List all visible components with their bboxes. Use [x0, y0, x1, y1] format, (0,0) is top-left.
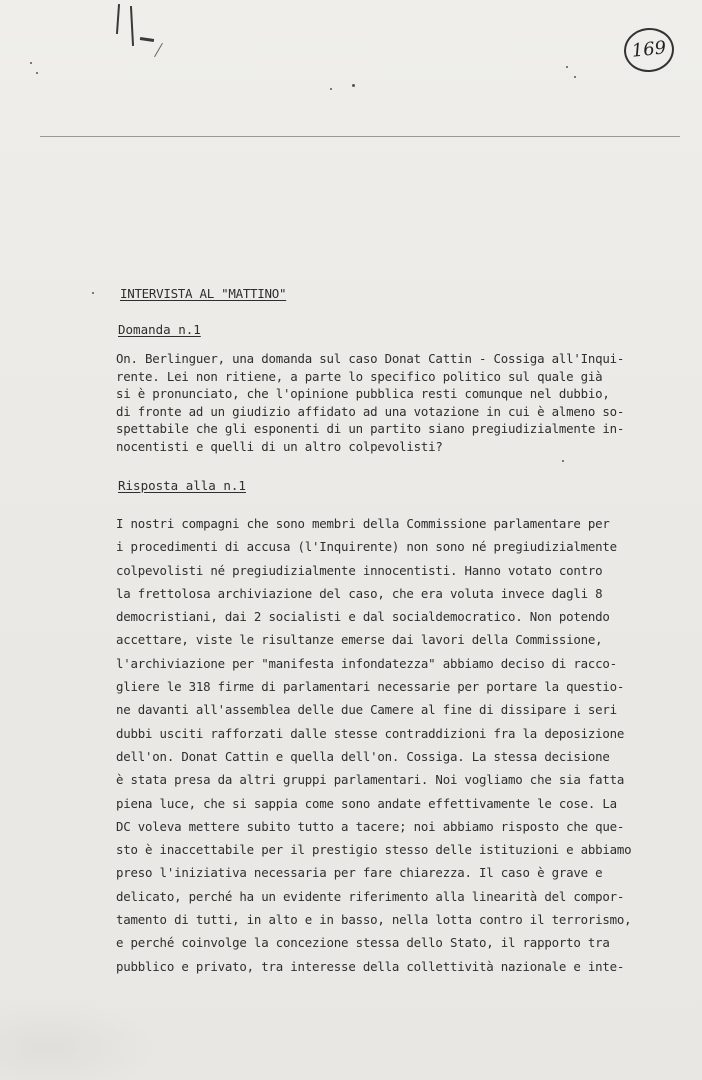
text-line: e perché coinvolge la concezione stessa dello Stato, il rapporto tra	[116, 935, 610, 951]
text-line: dubbi usciti rafforzati dalle stesse contraddizioni fra la deposizione	[116, 725, 625, 741]
text-line: ne davanti all'assemblea delle due Camere al fine di dissipare i seri	[116, 702, 617, 718]
text-line: l'archiviazione per "manifesta infondatezza" abbiamo deciso di racco-	[116, 655, 617, 671]
speck	[92, 292, 94, 294]
page-number-stamp: 169	[622, 26, 676, 75]
speck	[36, 72, 38, 74]
text-line: sto è inaccettabile per il prestigio stesso delle istituzioni e abbiamo	[116, 842, 632, 858]
text-line: democristiani, dai 2 socialisti e dal socialdemocratico. Non potendo	[116, 609, 610, 625]
document-title: INTERVISTA AL "MATTINO"	[120, 286, 287, 301]
answer-text	[116, 512, 632, 978]
text-line: si è pronunciato, che l'opinione pubblica resti comunque nel dubbio,	[116, 386, 610, 402]
handwritten-mark	[130, 6, 134, 46]
text-line: DC voleva mettere subito tutto a tacere; noi abbiamo risposto che que-	[116, 818, 625, 834]
text-line: On. Berlinguer, una domanda sul caso Donat Cattin - Cossiga all'Inqui-	[116, 351, 625, 366]
text-line: i procedimenti di accusa (l'Inquirente) non sono né pregiudizialmente	[116, 539, 617, 555]
text-line: pubblico e privato, tra interesse della collettività nazionale e inte-	[116, 958, 625, 974]
faded-watermark	[0, 1000, 160, 1080]
text-line: di fronte ad un giudizio affidato ad una votazione in cui è almeno so-	[116, 403, 625, 419]
text-line: è stata presa da altri gruppi parlamentari. Noi vogliamo che sia fatta	[116, 772, 625, 788]
speck	[330, 88, 332, 90]
speck	[562, 460, 564, 462]
text-line: la frettolosa archiviazione del caso, che era voluta invece dagli 8	[116, 585, 603, 601]
speck	[352, 84, 355, 87]
text-line: rente. Lei non ritiene, a parte lo specifico politico sul quale già	[116, 368, 603, 384]
text-line: tamento di tutti, in alto e in basso, nella lotta contro il terrorismo,	[116, 912, 632, 928]
fold-line	[40, 136, 680, 137]
text-line: gliere le 318 firme di parlamentari necessarie per portare la questio-	[116, 679, 625, 695]
speck	[566, 66, 568, 68]
answer-heading: Risposta alla n.1	[118, 478, 246, 493]
speck	[30, 62, 32, 64]
text-line: piena luce, che si sappia come sono andate effettivamente le cose. La	[116, 795, 617, 811]
text-line: accettare, viste le risultanze emerse dai lavori della Commissione,	[116, 632, 603, 648]
text-line: dell'on. Donat Cattin e quella dell'on. Cossiga. La stessa decisione	[116, 748, 610, 764]
text-line: spettabile che gli esponenti di un partito siano pregiudizialmente in-	[116, 421, 625, 437]
text-line: colpevolisti né pregiudizialmente innocentisti. Hanno votato contro	[116, 562, 603, 578]
text-line: delicato, perché ha un evidente riferimento alla linearità del compor-	[116, 888, 625, 904]
handwritten-mark	[140, 37, 154, 42]
handwritten-mark	[154, 43, 163, 57]
text-line: I nostri compagni che sono membri della Commissione parlamentare per	[116, 516, 610, 531]
text-line: preso l'iniziativa necessaria per fare chiarezza. Il caso è grave e	[116, 865, 603, 881]
question-heading: Domanda n.1	[118, 322, 201, 337]
text-line: nocentisti e quelli di un altro colpevolisti?	[116, 438, 443, 454]
question-text	[116, 350, 625, 456]
handwritten-mark	[116, 4, 120, 34]
speck	[574, 76, 576, 78]
